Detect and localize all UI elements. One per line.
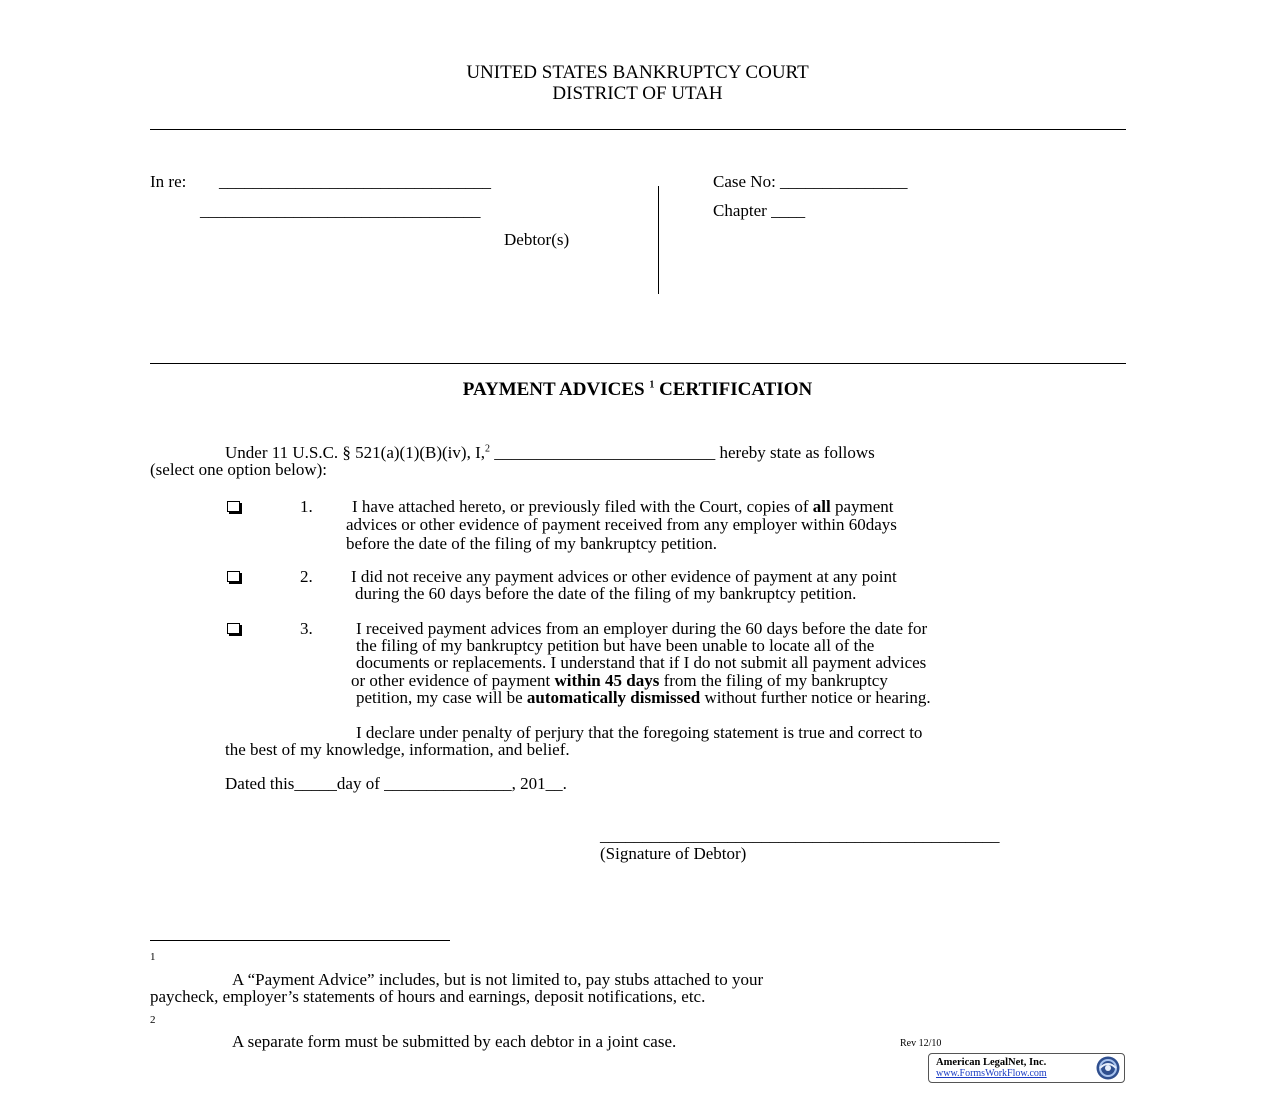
- option-1-line-1: [352, 497, 894, 517]
- option-1-text-a: I have attached hereto, or previously filed with the Court, copies of: [352, 497, 813, 516]
- signature-label: (Signature of Debtor): [600, 844, 747, 863]
- intro-statute: Under 11 U.S.C. § 521(a)(1)(B)(iv), I,: [225, 443, 485, 462]
- intro-line-2: (select one option below):: [150, 460, 328, 479]
- option-1-checkbox[interactable]: [227, 501, 240, 512]
- intro-name-blank: __________________________ hereby state as follows: [489, 443, 875, 462]
- header-divider: [150, 129, 1126, 130]
- footnote-1-number: 1: [150, 951, 156, 963]
- in-re-line-1: ________________________________: [219, 172, 491, 191]
- option-1-line-3: before the date of the filing of my bankruptcy petition.: [346, 534, 718, 553]
- title-text-2: CERTIFICATION: [659, 379, 813, 400]
- declaration-line-2: the best of my knowledge, information, and belief.: [225, 740, 570, 759]
- option-1-line-2: advices or other evidence of payment received from any employer within 60days: [346, 515, 897, 534]
- form-title: [0, 379, 1275, 401]
- intro-footnote-ref: 2: [484, 443, 490, 455]
- option-3-line-5: [356, 688, 931, 708]
- option-2-number: 2.: [300, 567, 313, 586]
- publisher-name: American LegalNet, Inc.: [936, 1057, 1047, 1068]
- option-1-text-c: payment: [830, 497, 894, 516]
- option-3-l4-text-c: from the filing of my bankruptcy: [659, 671, 888, 690]
- option-3-line-2: the filing of my bankruptcy petition but have been unable to locate all of the: [356, 636, 875, 655]
- footnote-1-line-2: paycheck, employer’s statements of hours and earnings, deposit notifications, etc.: [150, 987, 706, 1006]
- declaration-line-1: I declare under penalty of perjury that the foregoing statement is true and correct to: [356, 723, 923, 742]
- footnote-2-number: 2: [150, 1014, 156, 1026]
- option-1-number: 1.: [300, 497, 313, 516]
- caption-vertical-divider: [658, 186, 659, 294]
- case-number: Case No: _______________: [713, 172, 908, 191]
- title-footnote-ref: 1: [649, 379, 655, 391]
- option-3-checkbox[interactable]: [227, 623, 240, 634]
- title-text-1: PAYMENT ADVICES: [462, 379, 645, 400]
- option-1-text-bold: all: [812, 497, 831, 516]
- caption-divider: [150, 363, 1126, 364]
- chapter: Chapter ____: [713, 201, 806, 220]
- publisher-link[interactable]: www.FormsWorkFlow.com: [936, 1068, 1047, 1079]
- option-3-l5-text-a: petition, my case will be: [356, 688, 527, 707]
- option-3-l4-bold: within 45 days: [554, 671, 660, 690]
- in-re-line-2: _________________________________: [200, 201, 481, 220]
- option-3-line-1: I received payment advices from an employer during the 60 days before the date for: [356, 619, 928, 638]
- revision-label: Rev 12/10: [900, 1038, 942, 1049]
- debtor-label: Debtor(s): [504, 230, 570, 249]
- publisher-globe-icon: [1095, 1055, 1121, 1081]
- option-3-l4-text-a: or other evidence of payment: [351, 671, 555, 690]
- option-2-line-2: during the 60 days before the date of the filing of my bankruptcy petition.: [355, 584, 857, 603]
- option-3-l5-text-c: without further notice or hearing.: [700, 688, 931, 707]
- in-re-label: In re:: [150, 172, 187, 191]
- footnote-divider: [150, 940, 450, 941]
- signature-line: _______________________________________________: [600, 826, 1000, 845]
- option-3-number: 3.: [300, 619, 313, 638]
- footnote-1-line-1: A “Payment Advice” includes, but is not limited to, pay stubs attached to your: [232, 970, 764, 989]
- dated-line: Dated this_____day of _______________, 201__.: [225, 774, 567, 793]
- option-3-l5-bold: automatically dismissed: [526, 688, 701, 707]
- district-name: DISTRICT OF UTAH: [552, 83, 723, 104]
- footnote-2-text: A separate form must be submitted by each debtor in a joint case.: [232, 1032, 677, 1051]
- option-2-checkbox[interactable]: [227, 571, 240, 582]
- option-2-line-1: I did not receive any payment advices or other evidence of payment at any point: [351, 567, 897, 586]
- option-3-line-3: documents or replacements. I understand that if I do not submit all payment advices: [356, 653, 927, 672]
- publisher-logo: [928, 1053, 1125, 1083]
- court-name: UNITED STATES BANKRUPTCY COURT: [466, 62, 809, 83]
